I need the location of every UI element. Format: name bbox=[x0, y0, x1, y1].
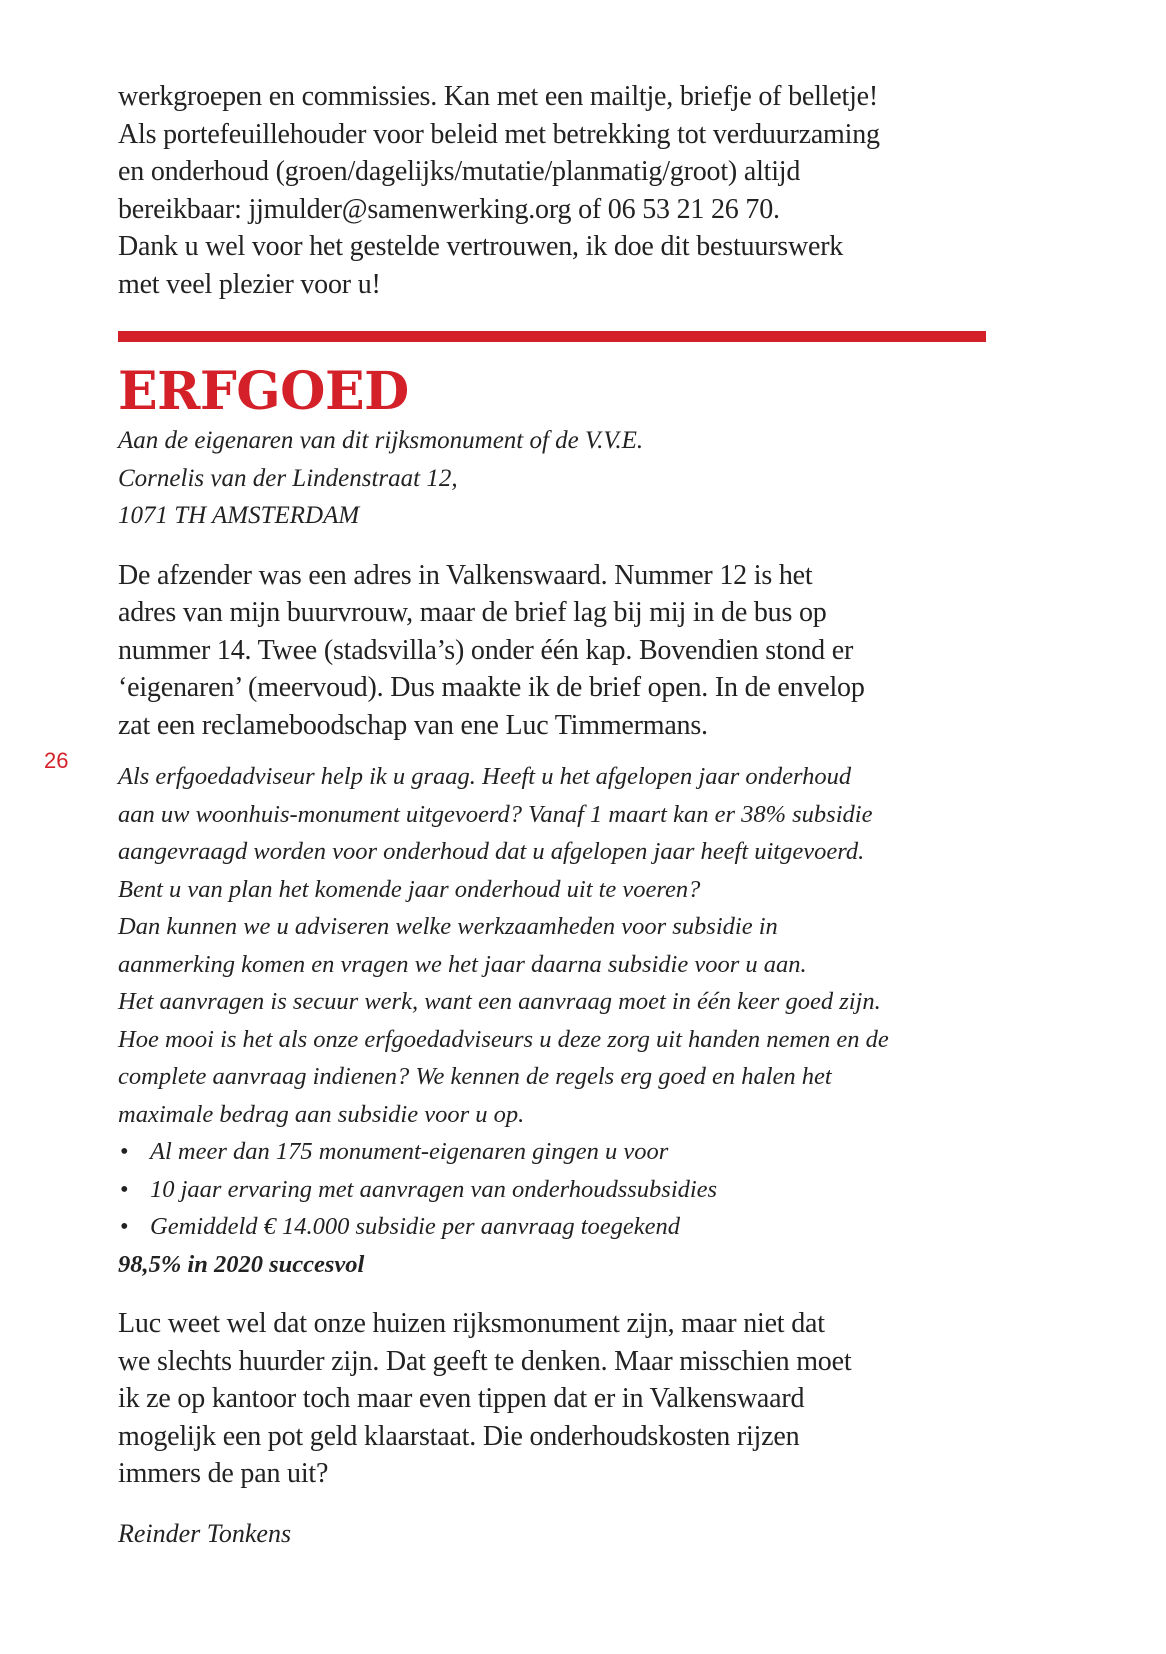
bullet-text: 10 jaar ervaring met aanvragen van onderhoudssubsidies bbox=[150, 1175, 718, 1203]
text-line: De afzender was een adres in Valkenswaard. Nummer 12 is het bbox=[118, 559, 813, 591]
address-line: Cornelis van der Lindenstraat 12, bbox=[118, 464, 458, 492]
address-line: 1071 TH AMSTERDAM bbox=[118, 502, 360, 529]
text-line: we slechts huurder zijn. Dat geeft te denken. Maar misschien moet bbox=[118, 1345, 852, 1377]
quote-line: aangevraagd worden voor onderhoud dat u afgelopen jaar heeft uitgevoerd. bbox=[118, 838, 865, 865]
text-line: met veel plezier voor u! bbox=[118, 268, 381, 300]
bullet-item bbox=[118, 1171, 988, 1209]
quote-line: complete aanvraag indienen? We kennen de regels erg goed en halen het bbox=[118, 1063, 832, 1090]
text-line: bereikbaar: jjmulder@samenwerking.org of 06 53 21 26 70. bbox=[118, 193, 780, 225]
story-paragraph-1 bbox=[118, 557, 988, 745]
text-line: adres van mijn buurvrouw, maar de brief lag bij mij in de bus op bbox=[118, 597, 827, 628]
text-line: werkgroepen en commissies. Kan met een mailtje, briefje of belletje! bbox=[118, 81, 878, 112]
text-line: Dank u wel voor het gestelde vertrouwen, ik doe dit bestuurswerk bbox=[118, 231, 844, 262]
text-line: zat een reclameboodschap van ene Luc Timmermans. bbox=[118, 709, 708, 741]
text-line: immers de pan uit? bbox=[118, 1458, 329, 1489]
section-title: ERFGOED bbox=[118, 361, 409, 422]
quote-line: aan uw woonhuis-monument uitgevoerd? Vanaf 1 maart kan er 38% subsidie bbox=[118, 800, 873, 828]
quote-line: aanmerking komen en vragen we het jaar daarna subsidie voor u aan. bbox=[118, 950, 807, 978]
quote-line: Dan kunnen we u adviseren welke werkzaamheden voor subsidie in bbox=[118, 913, 778, 940]
quote-line: maximale bedrag aan subsidie voor u op. bbox=[118, 1100, 525, 1128]
bullet-text: Gemiddeld € 14.000 subsidie per aanvraag toegekend bbox=[150, 1213, 681, 1240]
bullet-text: Al meer dan 175 monument-eigenaren gingen u voor bbox=[150, 1138, 669, 1165]
bullet-item bbox=[118, 1208, 988, 1246]
advertisement-quote bbox=[118, 758, 988, 1283]
page-content bbox=[118, 78, 988, 1552]
text-line: en onderhoud (groen/dagelijks/mutatie/planmatig/groot) altijd bbox=[118, 156, 801, 187]
quote-closing: 98,5% in 2020 succesvol bbox=[118, 1250, 365, 1278]
text-line: Als portefeuillehouder voor beleid met betrekking tot verduurzaming bbox=[118, 118, 880, 150]
quote-line: Hoe mooi is het als onze erfgoedadviseurs u deze zorg uit handen nemen en de bbox=[118, 1025, 889, 1053]
text-line: ‘eigenaren’ (meervoud). Dus maakte ik de brief open. In de envelop bbox=[118, 672, 865, 703]
page-number: 26 bbox=[44, 748, 69, 773]
quote-bullet-list bbox=[118, 1133, 988, 1246]
text-line: ik ze op kantoor toch maar even tippen dat er in Valkenswaard bbox=[118, 1383, 805, 1414]
text-line: Luc weet wel dat onze huizen rijksmonument zijn, maar niet dat bbox=[118, 1308, 825, 1339]
bullet-item bbox=[118, 1133, 988, 1171]
text-line: nummer 14. Twee (stadsvilla’s) onder één kap. Bovendien stond er bbox=[118, 634, 854, 666]
section-divider bbox=[118, 331, 986, 342]
bullet-icon: • bbox=[120, 1175, 129, 1203]
bullet-icon: • bbox=[120, 1138, 129, 1165]
quote-line: Bent u van plan het komende jaar onderhoud uit te voeren? bbox=[118, 875, 701, 903]
text-line: mogelijk een pot geld klaarstaat. Die onderhoudskosten rijzen bbox=[118, 1420, 800, 1452]
story-paragraph-2 bbox=[118, 1305, 988, 1493]
quote-line: Als erfgoedadviseur help ik u graag. Heeft u het afgelopen jaar onderhoud bbox=[118, 763, 852, 790]
address-line: Aan de eigenaren van dit rijksmonument of de V.V.E. bbox=[118, 427, 644, 454]
intro-paragraph bbox=[118, 78, 988, 303]
quote-line: Het aanvragen is secuur werk, want een aanvraag moet in één keer goed zijn. bbox=[118, 988, 881, 1015]
letter-address bbox=[118, 422, 988, 535]
author-signature: Reinder Tonkens bbox=[118, 1518, 292, 1548]
bullet-icon: • bbox=[120, 1213, 129, 1240]
